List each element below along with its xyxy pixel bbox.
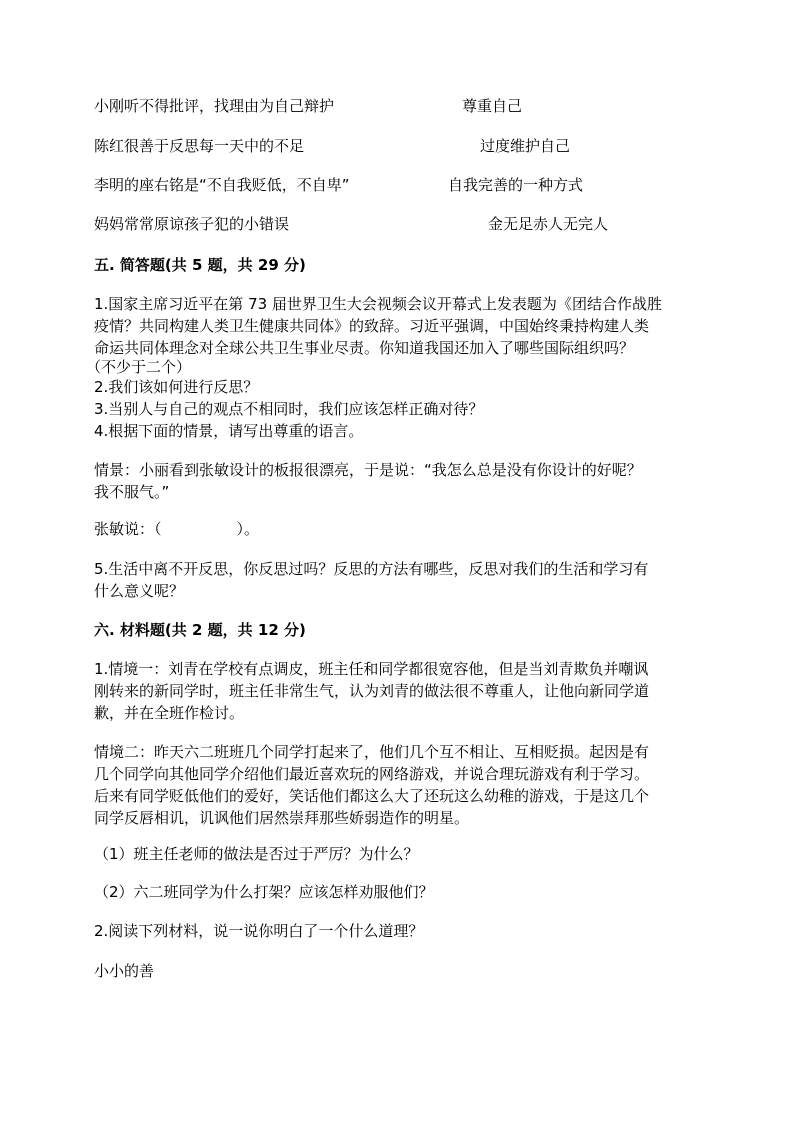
q5-3: 3.当别人与自己的观点不相同时，我们应该怎样正确对待？: [94, 400, 484, 418]
scenario2-line-3: 后来有同学贬低他们的爱好，笑话他们都这么大了还玩这么幼稚的游戏，于是这几个: [94, 787, 650, 805]
answer-prompt: 张敏说：（ ）。: [94, 520, 260, 538]
matching-left-4: 妈妈常常原谅孩子犯的小错误: [94, 215, 290, 233]
matching-left-2: 陈红很善于反思每一天中的不足: [94, 137, 305, 155]
q5-1-line-1: 1.国家主席习近平在第 73 届世界卫生大会视频会议开幕式上发表题为《团结合作战胜: [94, 295, 662, 313]
q6-2-title: 小小的善: [94, 962, 155, 980]
matching-right-2: 过度维护自己: [480, 137, 571, 155]
q6-1-line-2: 刚转来的新同学时，班主任非常生气，认为刘青的做法很不尊重人，让他向新同学道: [94, 682, 650, 700]
matching-left-1: 小刚听不得批评，找理由为自己辩护: [94, 97, 335, 115]
q5-1-line-3: 命运共同体理念对全球公共卫生事业尽责。你知道我国还加入了哪些国际组织吗？: [94, 339, 635, 357]
matching-left-3: 李明的座右铭是“不自我贬低，不自卑”: [94, 176, 350, 194]
scenario2-line-4: 同学反唇相讥，讥讽他们居然崇拜那些娇弱造作的明星。: [94, 809, 470, 827]
q6-1-line-1: 1.情境一：刘青在学校有点调皮，班主任和同学都很宽容他，但是当刘青欺负并嘲讽: [94, 660, 649, 678]
scenario-line-1: 情景：小丽看到张敏设计的板报很漂亮，于是说：“我怎么总是没有你设计的好呢？: [94, 461, 642, 479]
q5-5-line-2: 什么意义呢？: [94, 582, 185, 600]
q5-1-line-4: （不少于二个）: [86, 358, 192, 376]
q5-2: 2.我们该如何进行反思？: [94, 378, 259, 396]
scenario2-line-1: 情境二：昨天六二班班几个同学打起来了，他们几个互不相让、互相贬损。起因是有: [94, 743, 650, 761]
q5-1-line-2: 疫情？共同构建人类卫生健康共同体》的致辞。习近平强调，中国始终秉持构建人类: [94, 317, 650, 335]
matching-right-3: 自我完善的一种方式: [448, 176, 584, 194]
section-6-heading: 六. 材料题(共 2 题，共 12 分): [94, 621, 306, 639]
matching-right-4: 金无足赤人无完人: [488, 215, 609, 233]
scenario2-line-2: 几个同学向其他同学介绍他们最近喜欢玩的网络游戏，并说合理玩游戏有利于学习。: [94, 765, 650, 783]
q5-5-line-1: 5.生活中离不开反思，你反思过吗？反思的方法有哪些，反思对我们的生活和学习有: [94, 560, 649, 578]
matching-right-1: 尊重自己: [462, 97, 523, 115]
q6-1-line-3: 歉，并在全班作检讨。: [94, 704, 245, 722]
q5-4: 4.根据下面的情景，请写出尊重的语言。: [94, 422, 364, 440]
scenario-line-2: 我不服气。”: [94, 483, 170, 501]
q6-2: 2.阅读下列材料，说一说你明白了一个什么道理？: [94, 922, 424, 940]
section-5-heading: 五. 简答题(共 5 题，共 29 分): [94, 256, 306, 274]
sub-question-2: （2）六二班同学为什么打架？应该怎样劝服他们？: [94, 883, 434, 901]
sub-question-1: （1）班主任老师的做法是否过于严厉？为什么？: [94, 845, 419, 863]
